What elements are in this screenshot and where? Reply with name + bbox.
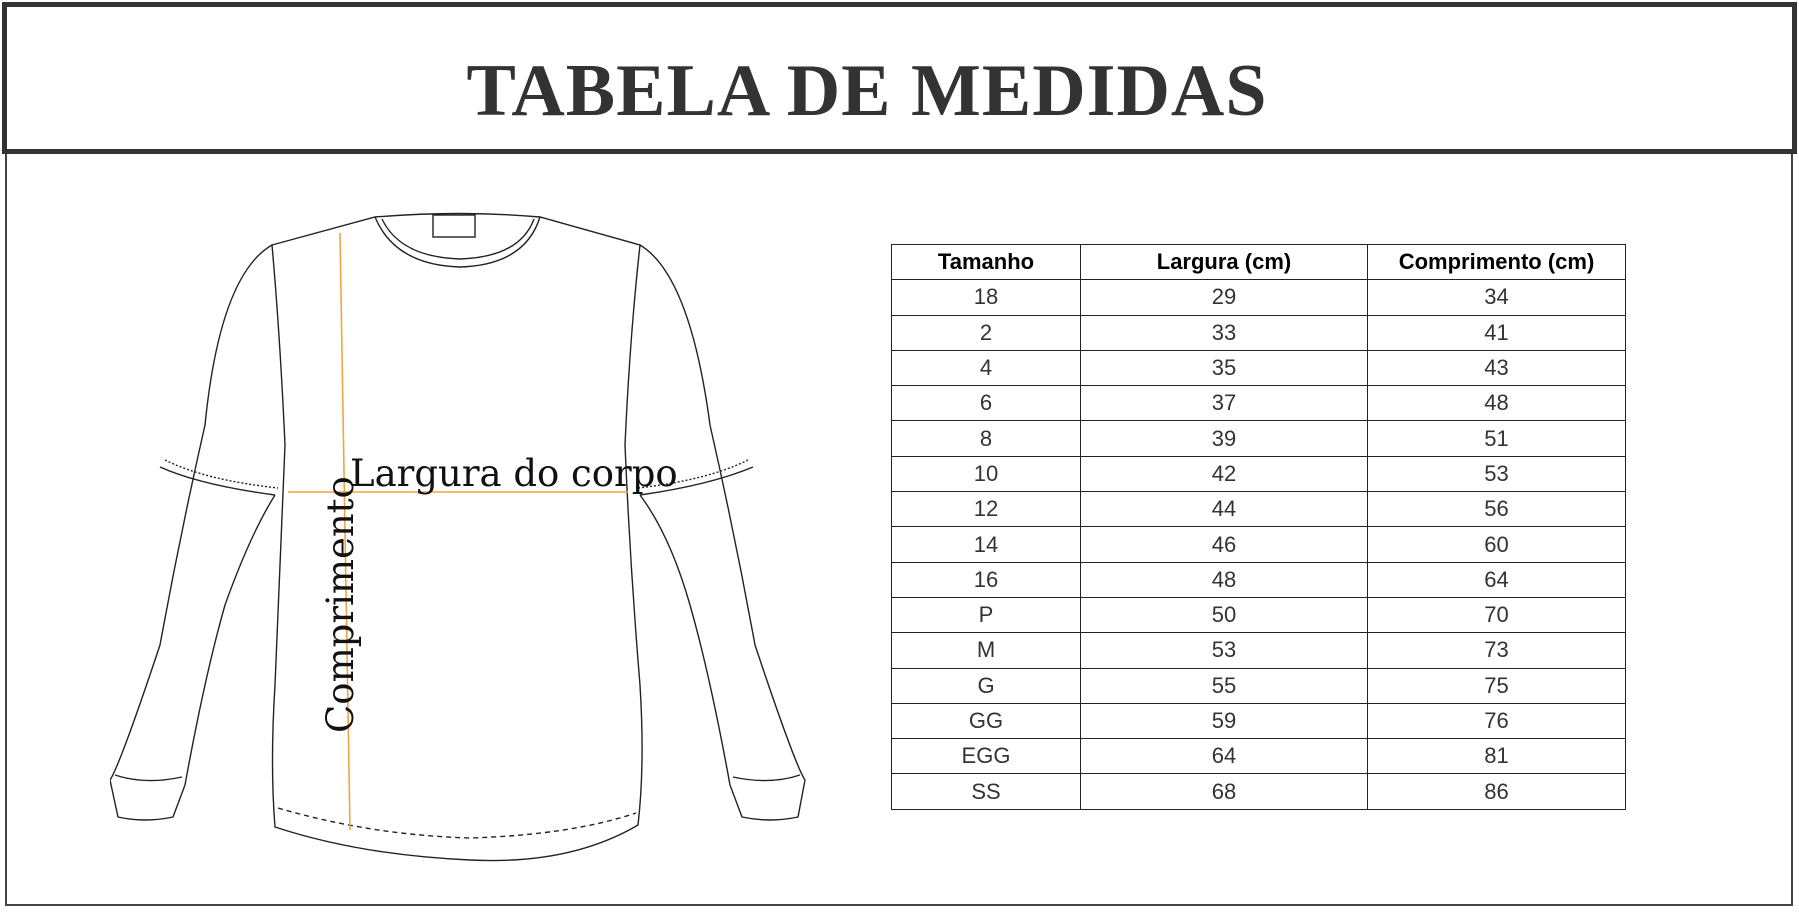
cell-width: 29 <box>1081 280 1368 315</box>
cell-size: G <box>892 668 1081 703</box>
header-largura: Largura (cm) <box>1081 245 1368 280</box>
cell-size: 18 <box>892 280 1081 315</box>
cell-width: 42 <box>1081 456 1368 491</box>
table-row <box>892 633 1626 668</box>
cell-width: 68 <box>1081 774 1368 809</box>
cell-width: 39 <box>1081 421 1368 456</box>
cell-width: 48 <box>1081 562 1368 597</box>
cell-width: 50 <box>1081 597 1368 632</box>
cell-length: 53 <box>1368 456 1626 491</box>
long-sleeve-shirt-diagram <box>110 205 810 885</box>
size-chart-table <box>891 244 1626 810</box>
cell-length: 41 <box>1368 315 1626 350</box>
right-sleeve-outline <box>640 245 805 820</box>
table-row <box>892 350 1626 385</box>
cell-size: 2 <box>892 315 1081 350</box>
table-row <box>892 597 1626 632</box>
cell-width: 37 <box>1081 386 1368 421</box>
table-row <box>892 280 1626 315</box>
table-header-row <box>892 245 1626 280</box>
table-row <box>892 421 1626 456</box>
cell-length: 70 <box>1368 597 1626 632</box>
table-row <box>892 527 1626 562</box>
cell-size: 14 <box>892 527 1081 562</box>
title-banner <box>2 2 1797 154</box>
cell-size: 10 <box>892 456 1081 491</box>
cell-width: 55 <box>1081 668 1368 703</box>
cell-length: 60 <box>1368 527 1626 562</box>
cell-length: 86 <box>1368 774 1626 809</box>
cell-length: 56 <box>1368 492 1626 527</box>
table-row <box>892 315 1626 350</box>
cell-width: 35 <box>1081 350 1368 385</box>
cell-size: GG <box>892 703 1081 738</box>
cell-size: P <box>892 597 1081 632</box>
table-row <box>892 774 1626 809</box>
cell-width: 64 <box>1081 739 1368 774</box>
table-row <box>892 456 1626 491</box>
cell-length: 64 <box>1368 562 1626 597</box>
table-row <box>892 562 1626 597</box>
cell-size: 6 <box>892 386 1081 421</box>
table-row <box>892 703 1626 738</box>
cell-size: M <box>892 633 1081 668</box>
table-row <box>892 386 1626 421</box>
cell-size: 4 <box>892 350 1081 385</box>
cell-size: 16 <box>892 562 1081 597</box>
cell-length: 43 <box>1368 350 1626 385</box>
header-tamanho: Tamanho <box>892 245 1081 280</box>
cell-width: 53 <box>1081 633 1368 668</box>
cell-width: 46 <box>1081 527 1368 562</box>
cell-length: 75 <box>1368 668 1626 703</box>
page-title: TABELA DE MEDIDAS <box>466 50 1268 132</box>
table-row <box>892 739 1626 774</box>
table-row <box>892 668 1626 703</box>
header-comprimento: Comprimento (cm) <box>1368 245 1626 280</box>
cell-size: 8 <box>892 421 1081 456</box>
cell-width: 59 <box>1081 703 1368 738</box>
length-label: Comprimento <box>319 476 362 733</box>
width-label: Largura do corpo <box>350 452 678 495</box>
cell-size: 12 <box>892 492 1081 527</box>
cell-length: 73 <box>1368 633 1626 668</box>
cell-size: EGG <box>892 739 1081 774</box>
cell-length: 76 <box>1368 703 1626 738</box>
table-row <box>892 492 1626 527</box>
cell-width: 33 <box>1081 315 1368 350</box>
cell-length: 34 <box>1368 280 1626 315</box>
cell-size: SS <box>892 774 1081 809</box>
left-sleeve-outline <box>110 245 275 820</box>
cell-length: 48 <box>1368 386 1626 421</box>
cell-width: 44 <box>1081 492 1368 527</box>
cell-length: 51 <box>1368 421 1626 456</box>
cell-length: 81 <box>1368 739 1626 774</box>
